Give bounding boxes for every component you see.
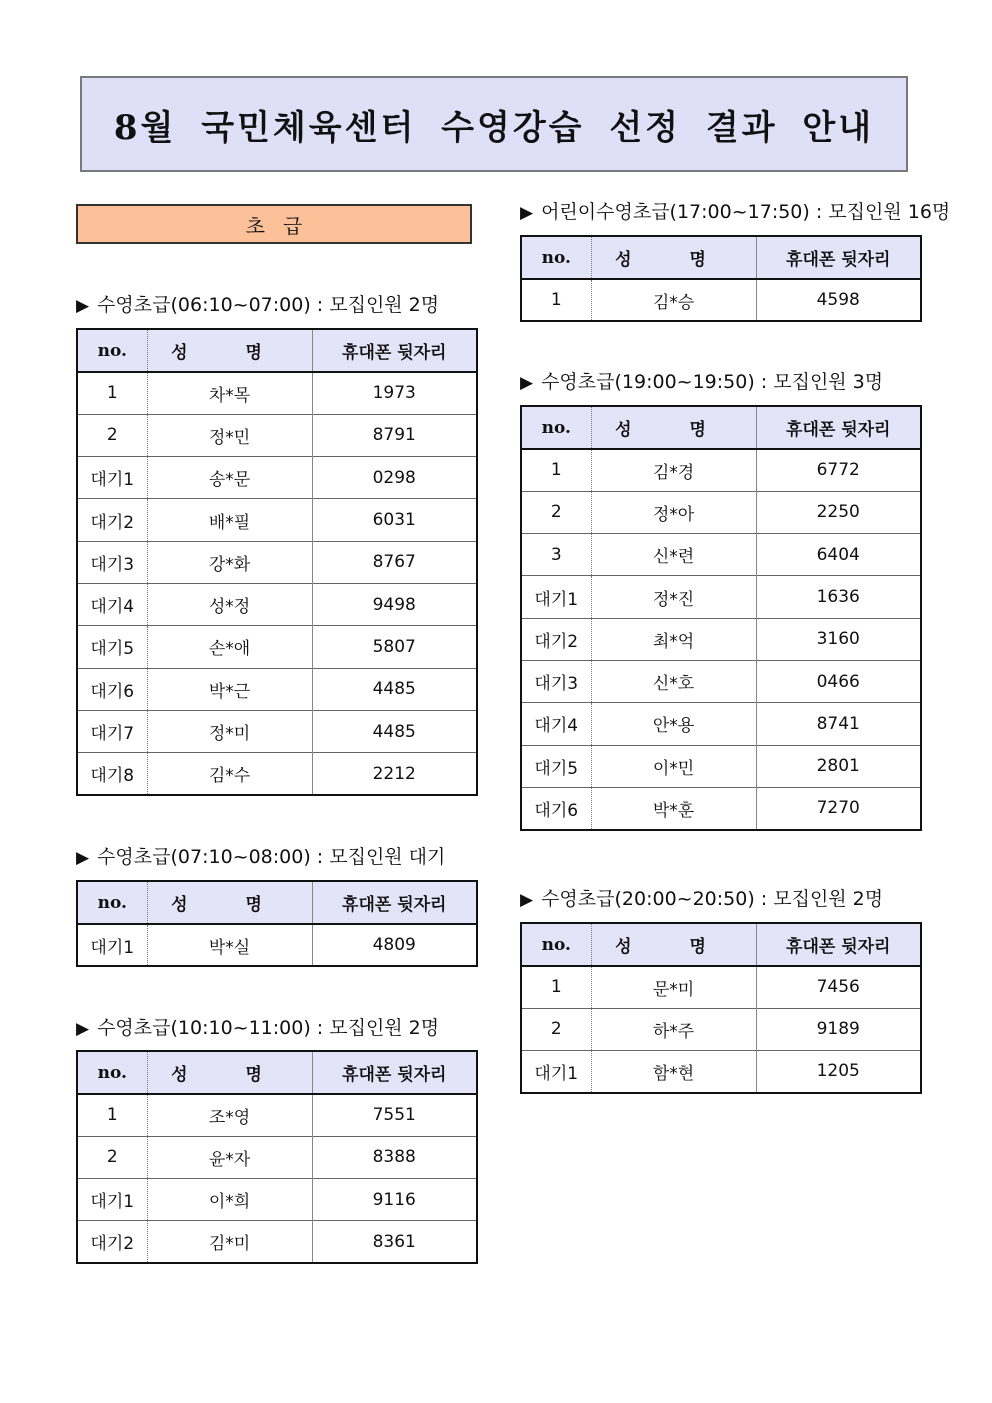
arrow-icon: ▶ <box>76 848 90 868</box>
table-row <box>521 966 921 1008</box>
cell-no: 대기8 <box>77 753 147 795</box>
table-row <box>77 414 477 456</box>
group-caption-text: 수영초급(20:00~20:50) : 모집인원 2명 <box>541 888 884 910</box>
table-row <box>521 660 921 702</box>
group-caption-text: 어린이수영초급(17:00~17:50) : 모집인원 16명 <box>541 201 951 223</box>
cell-name: 배*필 <box>147 499 312 541</box>
header-no: no. <box>521 406 591 449</box>
table-row <box>77 583 477 625</box>
cell-phone: 9498 <box>312 583 477 625</box>
cell-no: 대기7 <box>77 710 147 752</box>
header-name: 성 명 <box>147 329 312 372</box>
cell-name: 손*애 <box>147 626 312 668</box>
document-title-box <box>80 76 908 172</box>
header-no: no. <box>521 923 591 966</box>
cell-no: 1 <box>77 1094 147 1136</box>
cell-no: 2 <box>521 491 591 533</box>
table-row <box>521 1051 921 1093</box>
cell-name: 정*민 <box>147 414 312 456</box>
group-caption-text: 수영초급(07:10~08:00) : 모집인원 대기 <box>97 846 446 868</box>
cell-no: 1 <box>77 372 147 414</box>
group-caption <box>76 842 445 869</box>
arrow-icon: ▶ <box>76 296 90 316</box>
cell-phone: 4809 <box>372 935 416 956</box>
cell-name: 박*근 <box>147 668 312 710</box>
table-row <box>77 753 477 795</box>
cell-name: 문*미 <box>591 966 756 1008</box>
roster-table <box>520 922 922 1094</box>
table-row <box>77 499 477 541</box>
roster-table <box>76 880 478 967</box>
cell-name: 신*호 <box>591 660 756 702</box>
table-header-row <box>77 329 477 372</box>
table-row <box>77 626 477 668</box>
header-phone: 휴대폰 뒷자리 <box>756 236 921 279</box>
table-row <box>521 534 921 576</box>
table-row <box>521 745 921 787</box>
cell-no: 2 <box>521 1008 591 1050</box>
cell-phone: 3160 <box>756 618 921 660</box>
cell-name: 김*미 <box>147 1221 312 1263</box>
cell-phone: 8791 <box>312 414 477 456</box>
cell-no: 대기2 <box>521 618 591 660</box>
cell-phone: 7456 <box>816 977 860 998</box>
header-name: 성 명 <box>591 236 756 279</box>
table-row <box>77 1221 477 1263</box>
table-row <box>521 449 921 491</box>
cell-phone: 2801 <box>756 745 921 787</box>
cell-name: 조*영 <box>147 1094 312 1136</box>
table-row <box>77 1136 477 1178</box>
roster-table <box>520 405 922 831</box>
header-no: no. <box>77 329 147 372</box>
table-row <box>521 618 921 660</box>
group-caption <box>520 197 950 224</box>
group-caption <box>520 884 883 911</box>
cell-phone: 4485 <box>312 710 477 752</box>
cell-name: 성*정 <box>147 583 312 625</box>
table-row <box>521 491 921 533</box>
cell-name: 정*진 <box>591 576 756 618</box>
table-row <box>77 1179 477 1221</box>
cell-no: 대기1 <box>77 924 147 966</box>
cell-phone: 2250 <box>756 491 921 533</box>
roster-table <box>520 235 922 322</box>
table-header-row <box>77 1051 477 1094</box>
header-name: 성 명 <box>591 406 756 449</box>
cell-phone: 4485 <box>312 668 477 710</box>
table-row <box>77 1094 477 1136</box>
cell-no: 대기4 <box>521 703 591 745</box>
cell-name: 박*훈 <box>591 787 756 829</box>
cell-phone: 8361 <box>312 1221 477 1263</box>
group-caption-text: 수영초급(19:00~19:50) : 모집인원 3명 <box>541 371 884 393</box>
group-caption-text: 수영초급(06:10~07:00) : 모집인원 2명 <box>97 294 440 316</box>
cell-name: 차*목 <box>147 372 312 414</box>
cell-no: 대기1 <box>77 1179 147 1221</box>
header-name: 성 명 <box>147 881 312 924</box>
group-caption <box>76 1013 439 1040</box>
table-row <box>521 576 921 618</box>
cell-no: 대기4 <box>77 583 147 625</box>
cell-phone: 6404 <box>756 534 921 576</box>
cell-name: 최*억 <box>591 618 756 660</box>
header-phone: 휴대폰 뒷자리 <box>312 329 477 372</box>
arrow-icon: ▶ <box>520 373 534 393</box>
table-header-row <box>521 923 921 966</box>
header-phone: 휴대폰 뒷자리 <box>756 923 921 966</box>
cell-name: 함*현 <box>591 1051 756 1093</box>
header-phone: 휴대폰 뒷자리 <box>756 406 921 449</box>
cell-no: 1 <box>521 449 591 491</box>
cell-name: 신*련 <box>591 534 756 576</box>
cell-name: 정*미 <box>147 710 312 752</box>
cell-no: 대기5 <box>521 745 591 787</box>
cell-name: 김*경 <box>591 449 756 491</box>
table-header-row <box>77 881 477 924</box>
cell-no: 대기6 <box>77 668 147 710</box>
cell-name: 윤*자 <box>147 1136 312 1178</box>
cell-name: 송*문 <box>147 457 312 499</box>
table-row <box>77 710 477 752</box>
group-caption <box>76 290 439 317</box>
table-row <box>77 668 477 710</box>
cell-no: 3 <box>521 534 591 576</box>
table-row <box>77 372 477 414</box>
cell-phone: 7551 <box>372 1105 416 1126</box>
cell-name: 이*민 <box>591 745 756 787</box>
table-row <box>521 787 921 829</box>
group-caption <box>520 367 883 394</box>
table-row <box>521 1008 921 1050</box>
cell-phone: 2212 <box>312 753 477 795</box>
header-phone: 휴대폰 뒷자리 <box>312 1051 477 1094</box>
header-name: 성 명 <box>591 923 756 966</box>
cell-no: 대기1 <box>521 1051 591 1093</box>
cell-name: 김*수 <box>147 753 312 795</box>
cell-no: 대기1 <box>77 457 147 499</box>
cell-no: 2 <box>77 1136 147 1178</box>
level-label-box: 초급 <box>76 204 472 244</box>
cell-phone: 8741 <box>756 703 921 745</box>
table-row <box>77 924 477 966</box>
cell-phone: 9189 <box>756 1008 921 1050</box>
roster-table <box>76 328 478 796</box>
cell-no: 대기6 <box>521 787 591 829</box>
cell-no: 1 <box>521 279 591 321</box>
cell-phone: 6772 <box>816 460 860 481</box>
roster-table <box>76 1050 478 1264</box>
table-header-row <box>521 236 921 279</box>
arrow-icon: ▶ <box>520 203 534 223</box>
table-row <box>77 541 477 583</box>
cell-phone: 1205 <box>756 1051 921 1093</box>
table-row <box>521 703 921 745</box>
cell-name: 김*승 <box>591 279 756 321</box>
cell-no: 1 <box>521 966 591 1008</box>
cell-phone: 9116 <box>312 1179 477 1221</box>
cell-no: 대기5 <box>77 626 147 668</box>
cell-no: 대기3 <box>521 660 591 702</box>
cell-phone: 5807 <box>312 626 477 668</box>
header-phone: 휴대폰 뒷자리 <box>312 881 477 924</box>
table-row <box>521 279 921 321</box>
cell-name: 안*용 <box>591 703 756 745</box>
cell-phone: 7270 <box>756 787 921 829</box>
cell-name: 이*희 <box>147 1179 312 1221</box>
cell-no: 대기3 <box>77 541 147 583</box>
cell-phone: 0298 <box>312 457 477 499</box>
cell-phone: 1636 <box>756 576 921 618</box>
cell-name: 박*실 <box>147 924 312 966</box>
cell-no: 대기2 <box>77 499 147 541</box>
cell-name: 강*화 <box>147 541 312 583</box>
cell-name: 하*주 <box>591 1008 756 1050</box>
arrow-icon: ▶ <box>76 1019 90 1039</box>
table-row <box>77 457 477 499</box>
cell-no: 대기2 <box>77 1221 147 1263</box>
cell-no: 대기1 <box>521 576 591 618</box>
header-no: no. <box>77 1051 147 1094</box>
cell-phone: 1973 <box>372 383 416 404</box>
cell-phone: 8767 <box>312 541 477 583</box>
cell-phone: 6031 <box>312 499 477 541</box>
arrow-icon: ▶ <box>520 890 534 910</box>
cell-name: 정*아 <box>591 491 756 533</box>
table-header-row <box>521 406 921 449</box>
cell-phone: 8388 <box>312 1136 477 1178</box>
group-caption-text: 수영초급(10:10~11:00) : 모집인원 2명 <box>97 1017 440 1039</box>
header-no: no. <box>77 881 147 924</box>
cell-no: 2 <box>77 414 147 456</box>
document-title: 8월 국민체육센터 수영강습 선정 결과 안내 <box>113 107 875 148</box>
header-name: 성 명 <box>147 1051 312 1094</box>
header-no: no. <box>521 236 591 279</box>
cell-phone: 0466 <box>756 660 921 702</box>
cell-phone: 4598 <box>816 290 860 311</box>
